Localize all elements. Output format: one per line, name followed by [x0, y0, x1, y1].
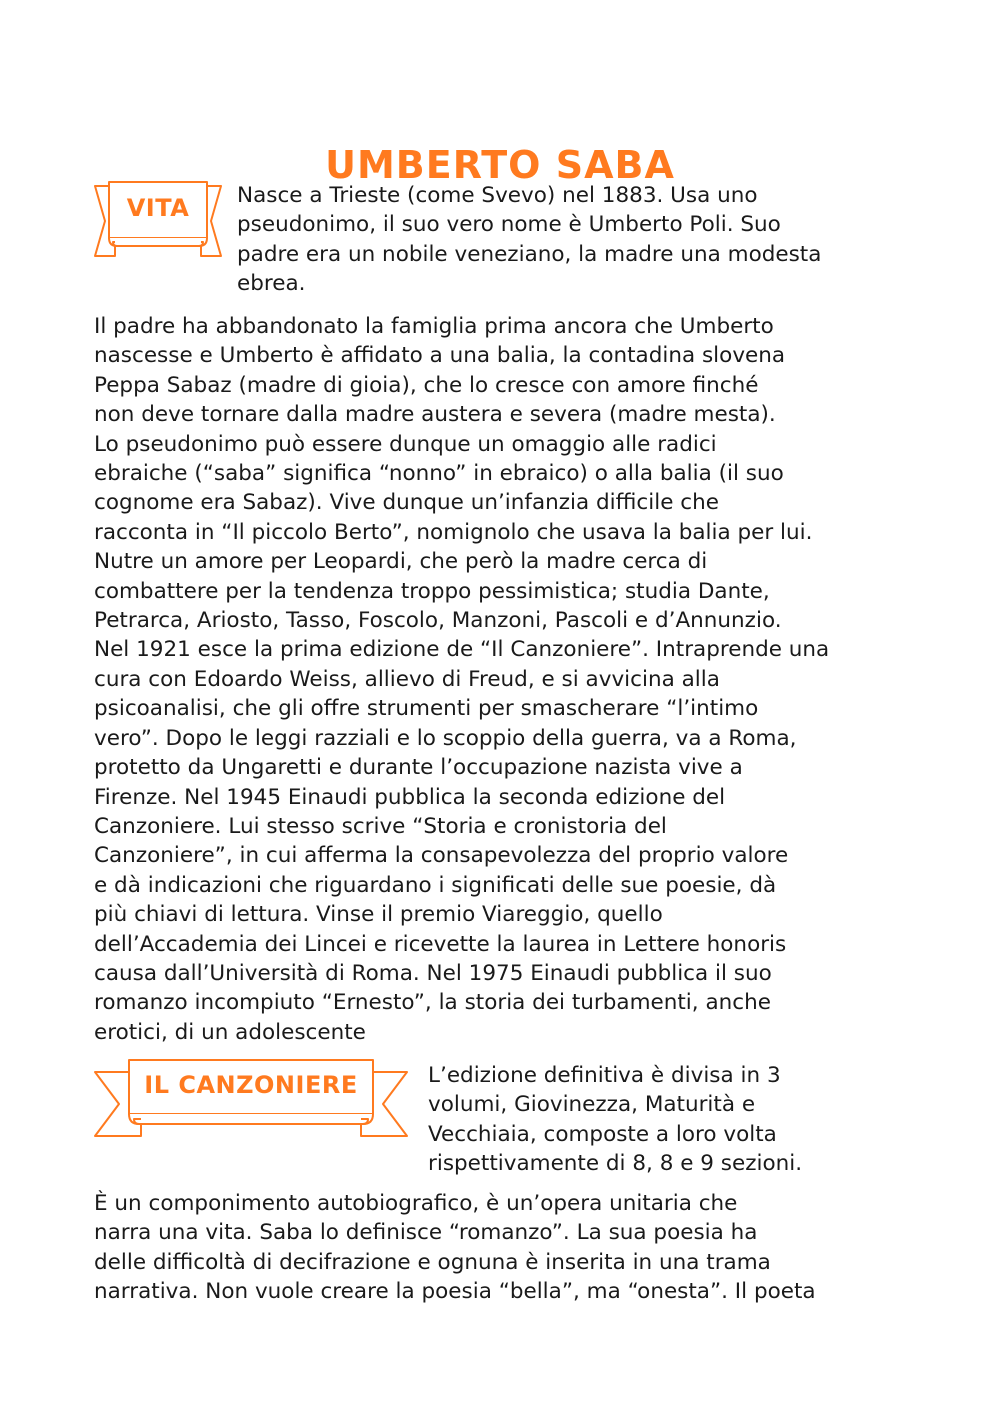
text-line: ebraiche (“saba” significa “nonno” in ebraico) o alla balia (il suo [94, 461, 784, 487]
text-line: Il padre ha abbandonato la famiglia prima ancora che Umberto [94, 314, 774, 339]
text-line: Petrarca, Ariosto, Tasso, Foscolo, Manzoni, Pascoli e d’Annunzio. [94, 608, 782, 634]
text-line: erotici, di un adolescente [94, 1019, 366, 1045]
text-line: pseudonimo, il suo vero nome è Umberto Poli. Suo [237, 212, 781, 238]
text-line: Nutre un amore per Leopardi, che però la madre cerca di [94, 549, 708, 575]
text-line: L’edizione definitiva è divisa in 3 [428, 1063, 781, 1088]
canzoniere-intro-paragraph [428, 1061, 908, 1179]
text-line: nascesse e Umberto è affidato a una balia, la contadina slovena [94, 343, 786, 369]
text-line: dell’Accademia dei Lincei e ricevette la laurea in Lettere honoris [94, 931, 787, 957]
vita-heading-banner [93, 180, 223, 266]
text-line: volumi, Giovinezza, Maturità e [428, 1092, 756, 1118]
text-line: Nel 1921 esce la prima edizione de “Il Canzoniere”. Intraprende una [94, 637, 830, 663]
vita-heading: VITA [126, 194, 190, 222]
text-line: cognome era Sabaz). Vive dunque un’infanzia difficile che [94, 490, 719, 516]
text-line: più chiavi di lettura. Vinse il premio Viareggio, quello [94, 902, 663, 928]
text-line: narra una vita. Saba lo definisce “romanzo”. La sua poesia ha [94, 1220, 758, 1246]
text-line: Firenze. Nel 1945 Einaudi pubblica la seconda edizione del [94, 784, 726, 810]
text-line: protetto da Ungaretti e durante l’occupazione nazista vive a [94, 755, 743, 781]
text-line: e dà indicazioni che riguardano i significati delle sue poesie, dà [94, 872, 777, 898]
text-line: racconta in “Il piccolo Berto”, nomignolo che usava la balia per lui. [94, 519, 813, 545]
canzoniere-heading-banner [93, 1058, 409, 1142]
text-line: combattere per la tendenza troppo pessimistica; studia Dante, [94, 578, 770, 604]
text-line: È un componimento autobiografico, è un’opera unitaria che [94, 1191, 738, 1216]
text-line: ebrea. [237, 271, 306, 297]
text-line: causa dall’Università di Roma. Nel 1975 Einaudi pubblica il suo [94, 960, 772, 986]
vita-intro-paragraph [237, 181, 917, 299]
text-line: psicoanalisi, che gli offre strumenti per smascherare “l’intimo [94, 696, 759, 722]
text-line: Canzoniere”, in cui afferma la consapevolezza del proprio valore [94, 843, 789, 869]
text-line: Nasce a Trieste (come Svevo) nel 1883. Usa uno [237, 183, 758, 208]
text-line: rispettivamente di 8, 8 e 9 sezioni. [428, 1151, 803, 1177]
text-line: Canzoniere. Lui stesso scrive “Storia e cronistoria del [94, 813, 667, 839]
text-line: romanzo incompiuto “Ernesto”, la storia dei turbamenti, anche [94, 990, 771, 1016]
text-line: cura con Edoardo Weiss, allievo di Freud, e si avvicina alla [94, 666, 720, 692]
vita-body-paragraph [94, 312, 914, 1047]
ribbon-banner-icon [93, 180, 223, 266]
text-line: non deve tornare dalla madre austera e severa (madre mesta). [94, 402, 776, 428]
page-title: UMBERTO SABA [325, 143, 675, 188]
text-line: Vecchiaia, composte a loro volta [428, 1121, 777, 1147]
text-line: Lo pseudonimo può essere dunque un omaggio alle radici [94, 431, 717, 457]
text-line: Peppa Sabaz (madre di gioia), che lo cresce con amore finché [94, 372, 759, 398]
canzoniere-body-paragraph [94, 1189, 914, 1307]
canzoniere-heading: IL CANZONIERE [144, 1071, 358, 1099]
text-line: narrativa. Non vuole creare la poesia “bella”, ma “onesta”. Il poeta [94, 1279, 816, 1305]
text-line: delle difficoltà di decifrazione e ognuna è inserita in una trama [94, 1249, 771, 1275]
text-line: padre era un nobile veneziano, la madre una modesta [237, 241, 822, 267]
text-line: vero”. Dopo le leggi razziali e lo scoppio della guerra, va a Roma, [94, 725, 797, 751]
